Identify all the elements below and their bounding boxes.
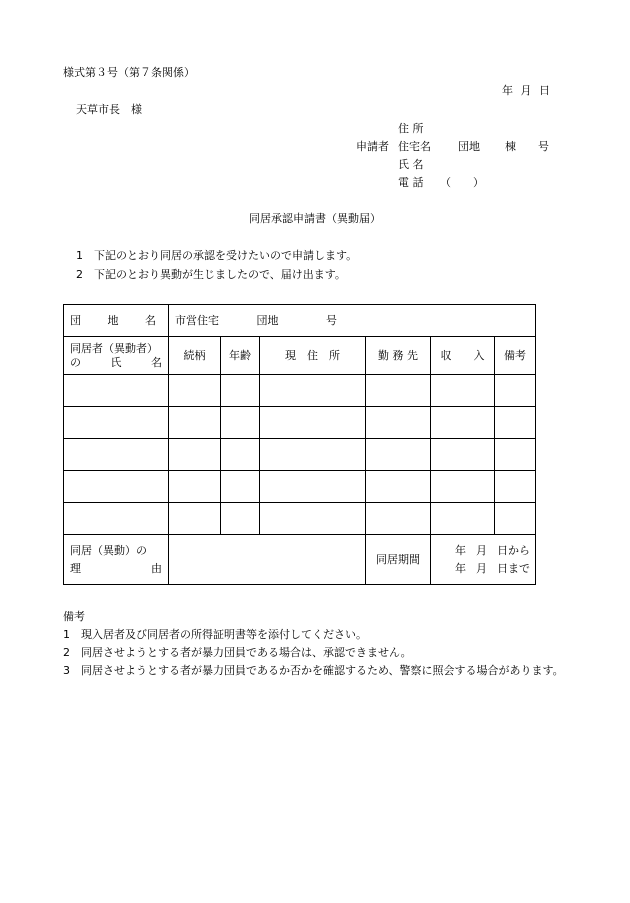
table-row (64, 503, 536, 535)
danchi-label-char: 名 (145, 313, 156, 327)
cell-remarks[interactable] (495, 503, 536, 535)
cell-workplace[interactable] (366, 503, 431, 535)
date-line (502, 84, 550, 98)
cell-workplace[interactable] (366, 439, 431, 471)
name-header-char: 氏 (110, 355, 122, 369)
cell-income[interactable] (431, 375, 495, 407)
cell-address[interactable] (260, 471, 366, 503)
period-to-day: 日まで (497, 561, 531, 575)
cell-relationship[interactable] (169, 439, 221, 471)
danchi-label-cell (64, 305, 169, 337)
table-row (64, 439, 536, 471)
statement-1: 1 下記のとおり同居の承認を受けたいので申請します。 (76, 249, 358, 262)
cell-workplace[interactable] (366, 471, 431, 503)
reason-label-cell (64, 535, 169, 585)
cell-relationship[interactable] (169, 407, 221, 439)
housing-danchi: 団地 (458, 140, 480, 153)
reason-label-char: 理 (70, 561, 81, 575)
name-header-cell (64, 337, 169, 375)
form-number: 様式第３号（第７条関係） (63, 66, 195, 79)
name-header-char: 名 (151, 355, 162, 369)
phone-parens: （ ） (440, 176, 484, 189)
danchi-row (64, 305, 536, 337)
cell-relationship[interactable] (169, 471, 221, 503)
cell-name[interactable] (64, 407, 169, 439)
col-relationship: 続柄 (169, 337, 221, 375)
period-from-day: 日から (497, 543, 531, 557)
cell-relationship[interactable] (169, 503, 221, 535)
applicant-label: 申請者 (356, 140, 389, 153)
header-row (64, 337, 536, 375)
cell-workplace[interactable] (366, 407, 431, 439)
notes-title: 備考 (63, 610, 85, 623)
reason-label-line1: 同居（異動）の (70, 543, 147, 557)
cell-income[interactable] (431, 439, 495, 471)
cell-remarks[interactable] (495, 375, 536, 407)
cell-age[interactable] (221, 439, 260, 471)
housing-label: 住宅名 (398, 140, 431, 153)
col-remarks: 備考 (495, 337, 536, 375)
housing-gou: 号 (538, 140, 549, 153)
address-label: 住 所 (398, 122, 424, 135)
cell-workplace[interactable] (366, 375, 431, 407)
cell-remarks[interactable] (495, 471, 536, 503)
cell-income[interactable] (431, 407, 495, 439)
reason-label-char: 由 (151, 561, 162, 575)
cell-remarks[interactable] (495, 439, 536, 471)
danchi-value-shiei: 市営住宅 (175, 313, 219, 327)
period-value-cell[interactable] (431, 535, 536, 585)
cell-age[interactable] (221, 503, 260, 535)
name-header-char: の (70, 355, 81, 369)
period-to-month: 月 (476, 561, 488, 575)
date-day: 日 (539, 84, 550, 97)
cell-age[interactable] (221, 375, 260, 407)
table-row (64, 375, 536, 407)
phone-label: 電 話 (398, 176, 424, 189)
danchi-label-char: 地 (107, 313, 119, 327)
period-to-year: 年 (455, 561, 466, 575)
cell-name[interactable] (64, 375, 169, 407)
period-from-year: 年 (455, 543, 466, 557)
note-item-3: 3 同居させようとする者が暴力団員であるか否かを確認するため、警察に照会する場合があります。 (63, 664, 564, 677)
col-address: 現 住 所 (260, 337, 366, 375)
cell-name[interactable] (64, 503, 169, 535)
note-item-1: 1 現入居者及び同居者の所得証明書等を添付してください。 (63, 628, 367, 641)
danchi-label-char: 団 (70, 313, 81, 327)
addressee: 天草市長 様 (76, 103, 142, 116)
date-year: 年 (502, 84, 513, 97)
danchi-value-gou: 号 (326, 313, 337, 327)
reason-row (64, 535, 536, 585)
col-age: 年齢 (221, 337, 260, 375)
cell-age[interactable] (221, 407, 260, 439)
name-label: 氏 名 (398, 158, 424, 171)
period-label: 同居期間 (366, 535, 431, 585)
col-income: 収 入 (431, 337, 495, 375)
reason-value-cell[interactable] (169, 535, 366, 585)
application-table (63, 304, 536, 585)
note-item-2: 2 同居させようとする者が暴力団員である場合は、承認できません。 (63, 646, 412, 659)
cell-relationship[interactable] (169, 375, 221, 407)
col-workplace: 勤 務 先 (366, 337, 431, 375)
cell-address[interactable] (260, 407, 366, 439)
cell-name[interactable] (64, 471, 169, 503)
document-title: 同居承認申請書（異動届） (249, 212, 381, 225)
statement-2: 2 下記のとおり異動が生じましたので、届け出ます。 (76, 268, 346, 281)
name-header-line1: 同居者（異動者） (70, 341, 158, 355)
danchi-value-cell[interactable] (169, 305, 536, 337)
housing-tou: 棟 (505, 140, 516, 153)
cell-name[interactable] (64, 439, 169, 471)
cell-remarks[interactable] (495, 407, 536, 439)
cell-address[interactable] (260, 375, 366, 407)
date-month: 月 (520, 84, 532, 97)
table-row (64, 407, 536, 439)
cell-income[interactable] (431, 471, 495, 503)
cell-address[interactable] (260, 503, 366, 535)
table-row (64, 471, 536, 503)
period-from-month: 月 (476, 543, 488, 557)
danchi-value-danchi: 団地 (256, 313, 279, 327)
cell-address[interactable] (260, 439, 366, 471)
cell-income[interactable] (431, 503, 495, 535)
cell-age[interactable] (221, 471, 260, 503)
